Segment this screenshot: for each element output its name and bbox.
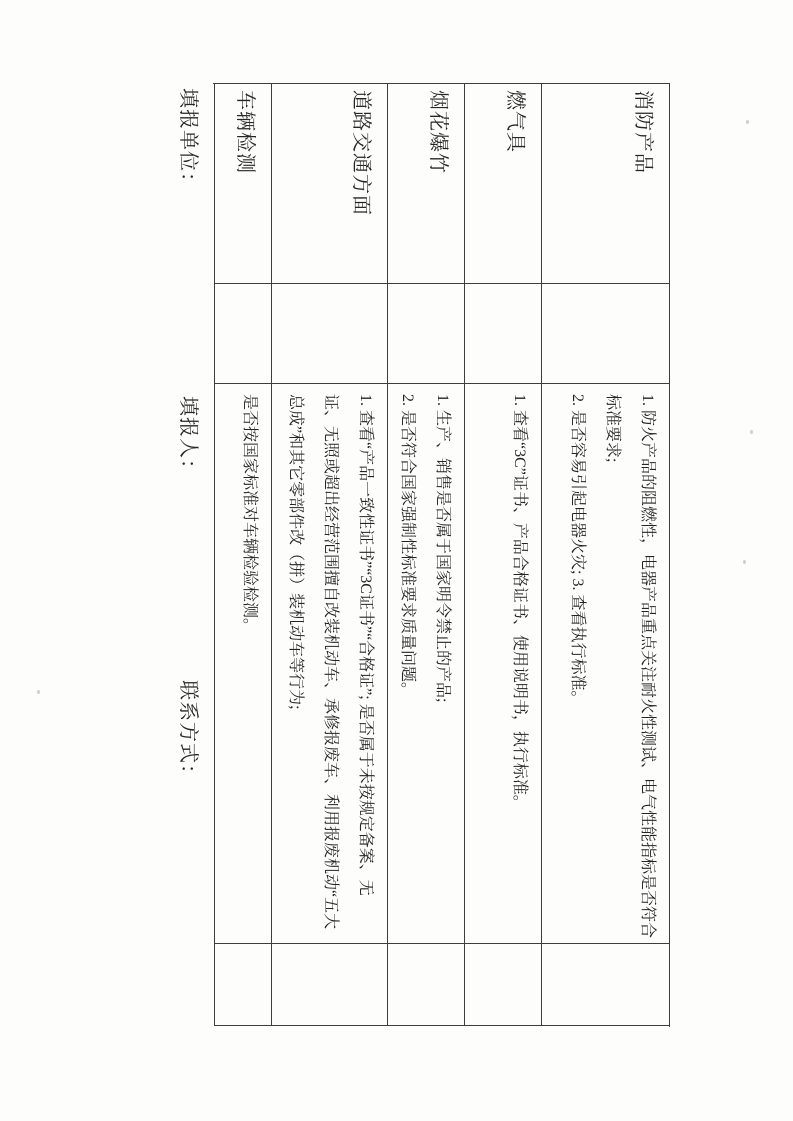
check-items-cell-road-traffic [271, 384, 387, 944]
category-cell-gas-appliances [464, 84, 541, 284]
check-items-line: 1. 防火产品的阻燃性，电器产品重点关注耐火性测试、电气性能指标是否符合 [639, 394, 656, 939]
check-items-cell-fireworks [387, 384, 464, 944]
scan-speck [750, 430, 753, 434]
empty-cell [214, 284, 271, 384]
reporting-unit-label: 填报单位： [177, 88, 199, 193]
check-items-line: 标准要求; [604, 394, 621, 463]
check-items-line: 证、无照或超出经营范围擅自改装机动车、承修报废车、利用报废机动“五大 [322, 394, 339, 930]
check-items-line: 1. 生产、销售是否属于国家明令禁止的产品; [434, 394, 451, 703]
check-items-line: 2. 是否容易引起电器火灾; 3. 查看执行标准。 [569, 394, 586, 707]
empty-cell [541, 284, 669, 384]
category-cell-vehicle-inspection [214, 84, 271, 284]
empty-cell [541, 944, 669, 1026]
category-label: 道路交通方面 [350, 90, 372, 216]
category-cell-fire-products [541, 84, 669, 284]
check-items-line: 1. 查看“3C”证书、产品合格证书、使用说明书，执行标准。 [511, 394, 528, 811]
check-items-line: 2. 是否符合国家强制性标准要求质量问题。 [399, 394, 416, 699]
scan-speck [37, 690, 40, 694]
check-items-cell-fire-products [541, 384, 669, 944]
check-items-cell-vehicle-inspection [214, 384, 271, 944]
empty-cell [387, 284, 464, 384]
scan-speck [746, 120, 749, 124]
reporting-person-label: 填报人： [177, 396, 199, 480]
check-items-line: 是否按国家标准对车辆检验检测。 [241, 394, 258, 635]
empty-cell [464, 284, 541, 384]
empty-cell [271, 284, 387, 384]
category-cell-fireworks [387, 84, 464, 284]
category-label: 消防产品 [632, 90, 654, 174]
check-items-line: 总成”和其它零部件改（拼）装机动车等行为; [287, 394, 304, 710]
check-items-line: 1. 查看“产品一致性证书”“3C证书”“合格证”; 是否属于未按规定备案、无 [357, 394, 374, 896]
category-label: 烟花爆竹 [427, 90, 449, 174]
empty-cell [464, 944, 541, 1026]
empty-cell [214, 944, 271, 1026]
scan-speck [743, 560, 746, 564]
empty-cell [271, 944, 387, 1026]
contact-method-label: 联系方式： [177, 680, 199, 785]
category-label: 燃气具 [504, 90, 526, 153]
empty-cell [387, 944, 464, 1026]
inspection-table [213, 83, 670, 1027]
category-label: 车辆检测 [234, 90, 256, 174]
check-items-cell-gas-appliances [464, 384, 541, 944]
category-cell-road-traffic [271, 84, 387, 284]
